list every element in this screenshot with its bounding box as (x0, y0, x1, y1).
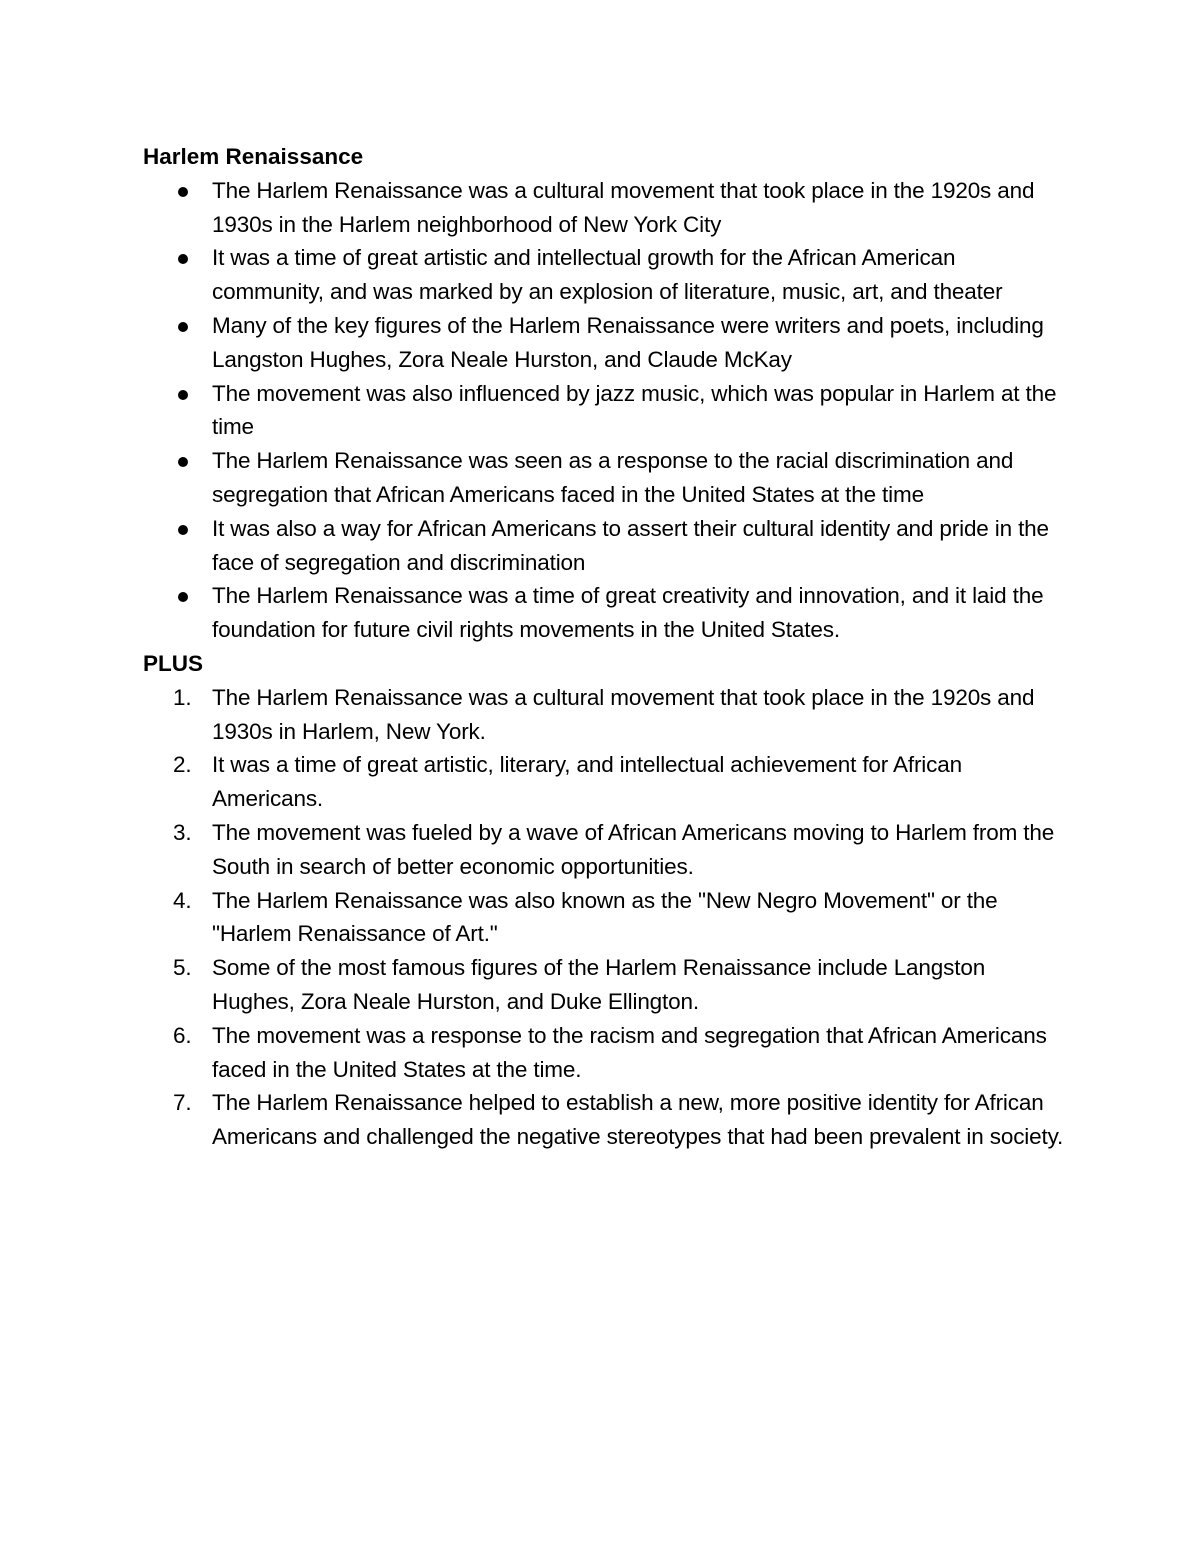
list-item-text: The movement was also influenced by jazz music, which was popular in Harlem at the time (212, 380, 1057, 440)
list-number: 6. (173, 1022, 192, 1048)
list-number: 2. (173, 752, 192, 778)
list-number: 5. (173, 955, 192, 981)
list-item-text: The Harlem Renaissance was a cultural movement that took place in the 1920s and 1930s in the Harlem neighborhood of New York City (212, 177, 1035, 237)
list-item (143, 377, 1073, 445)
list-number: 7. (173, 1090, 192, 1116)
list-item (143, 884, 1073, 952)
list-item (143, 579, 1073, 647)
list-item-text: The Harlem Renaissance was seen as a response to the racial discrimination and segregation that African Americans faced in the United States at the time (212, 448, 1014, 507)
list-item (143, 681, 1073, 749)
list-item (143, 444, 1073, 512)
list-item (143, 241, 1073, 309)
list-item (143, 1086, 1073, 1154)
list-number: 4. (173, 887, 192, 913)
list-item-text: The Harlem Renaissance was also known as the "New Negro Movement" or the "Harlem Renaissance of Art." (212, 887, 998, 947)
list-item (143, 951, 1073, 1019)
plus-label: PLUS (143, 650, 204, 676)
list-item (143, 816, 1073, 884)
list-item-text: The Harlem Renaissance was a time of great creativity and innovation, and it laid the foundation for future civil rights movements in the United States. (212, 583, 1044, 643)
list-item (143, 309, 1073, 377)
document-body (143, 138, 1073, 1154)
list-item-text: Many of the key figures of the Harlem Renaissance were writers and poets, including Langston Hughes, Zora Neale Hurston, and Claude McKay (212, 312, 1044, 372)
list-item-text: The Harlem Renaissance was a cultural movement that took place in the 1920s and 1930s in Harlem, New York. (212, 684, 1035, 744)
list-item-text: Some of the most famous figures of the Harlem Renaissance include Langston Hughes, Zora Neale Hurston, and Duke Ellington. (212, 955, 986, 1014)
list-item (143, 748, 1073, 816)
numbered-list (143, 681, 1073, 1154)
list-number: 1. (173, 684, 192, 710)
list-item-text: The movement was a response to the racism and segregation that African Americans faced in the United States at the time. (212, 1022, 1047, 1082)
bullet-list (143, 174, 1073, 647)
list-number: 3. (173, 819, 192, 845)
list-item-text: It was a time of great artistic and intellectual growth for the African American community, and was marked by an explosion of literature, music, art, and theater (212, 245, 1003, 305)
document-heading: Harlem Renaissance (143, 144, 364, 169)
list-item-text: It was also a way for African Americans to assert their cultural identity and pride in the face of segregation and discrimination (212, 515, 1049, 575)
list-item (143, 1019, 1073, 1087)
list-item (143, 174, 1073, 242)
list-item-text: The Harlem Renaissance helped to establish a new, more positive identity for African Americans and challenged the negative stereotypes that had been prevalent in society. (212, 1090, 1064, 1150)
list-item-text: The movement was fueled by a wave of African Americans moving to Harlem from the South in search of better economic opportunities. (212, 819, 1055, 879)
list-item-text: It was a time of great artistic, literary, and intellectual achievement for African Americans. (212, 752, 962, 812)
list-item (143, 512, 1073, 580)
